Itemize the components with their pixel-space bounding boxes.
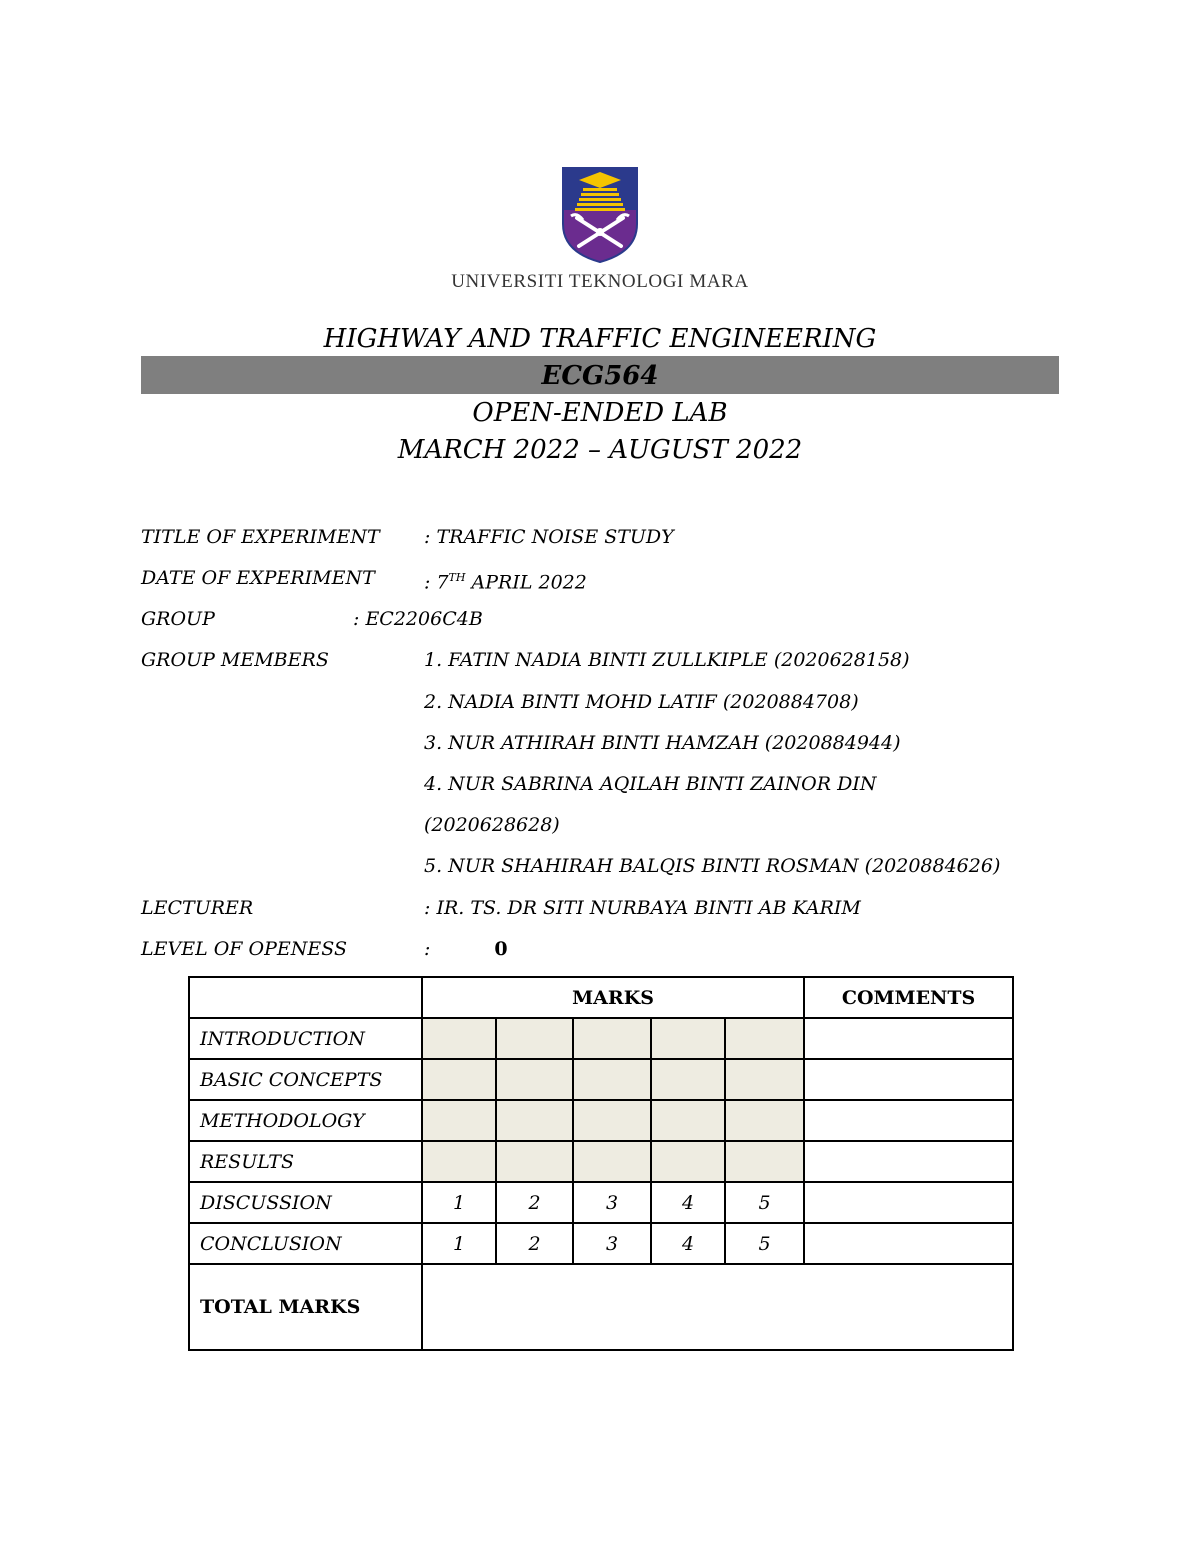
mark-cell[interactable] xyxy=(422,1018,496,1059)
score-option-5[interactable]: 5 xyxy=(725,1182,804,1223)
openness-colon: : xyxy=(424,938,431,960)
mark-cell[interactable] xyxy=(573,1018,651,1059)
table-row xyxy=(189,1223,1013,1264)
score-option-1[interactable]: 1 xyxy=(422,1182,496,1223)
comment-cell[interactable] xyxy=(804,1223,1013,1264)
criterion-conclusion: CONCLUSION xyxy=(189,1223,422,1264)
group-label: GROUP xyxy=(141,608,215,630)
group-member-5: 5. NUR SHAHIRAH BALQIS BINTI ROSMAN (2020884626) xyxy=(424,855,1001,877)
title-of-experiment-row xyxy=(141,521,1061,553)
group-member-row xyxy=(141,686,1061,718)
total-marks-row xyxy=(189,1264,1013,1350)
lab-type: OPEN-ENDED LAB xyxy=(472,398,728,428)
group-member-row xyxy=(141,809,1061,841)
score-option-3[interactable]: 3 xyxy=(573,1223,651,1264)
mark-cell[interactable] xyxy=(725,1059,804,1100)
mark-cell[interactable] xyxy=(651,1059,725,1100)
score-option-5[interactable]: 5 xyxy=(725,1223,804,1264)
date-day: : 7 xyxy=(424,571,449,594)
mark-cell[interactable] xyxy=(422,1141,496,1182)
score-option-4[interactable]: 4 xyxy=(651,1223,725,1264)
course-code: ECG564 xyxy=(541,361,659,391)
mark-cell[interactable] xyxy=(496,1141,573,1182)
mark-cell[interactable] xyxy=(573,1141,651,1182)
score-option-2[interactable]: 2 xyxy=(496,1223,573,1264)
score-option-3[interactable]: 3 xyxy=(573,1182,651,1223)
level-of-openness-label: LEVEL OF OPENESS xyxy=(141,938,347,960)
comment-cell[interactable] xyxy=(804,1100,1013,1141)
title-of-experiment-value: : TRAFFIC NOISE STUDY xyxy=(424,526,674,548)
session-period: MARCH 2022 – AUGUST 2022 xyxy=(397,435,803,465)
table-row xyxy=(189,1182,1013,1223)
mark-cell[interactable] xyxy=(725,1100,804,1141)
table-row xyxy=(189,1018,1013,1059)
date-ordinal: TH xyxy=(448,571,466,584)
group-member-4-id: (2020628628) xyxy=(424,814,560,836)
mark-cell[interactable] xyxy=(651,1100,725,1141)
level-of-openness-row xyxy=(141,933,1061,965)
criterion-introduction: INTRODUCTION xyxy=(189,1018,422,1059)
comment-cell[interactable] xyxy=(804,1018,1013,1059)
total-marks-value-cell[interactable] xyxy=(422,1264,1013,1350)
mark-cell[interactable] xyxy=(725,1141,804,1182)
mark-cell[interactable] xyxy=(651,1141,725,1182)
group-members-row xyxy=(141,644,1061,676)
level-of-openness-value xyxy=(424,933,508,965)
table-header-blank xyxy=(189,977,422,1018)
group-member-3: 3. NUR ATHIRAH BINTI HAMZAH (2020884944) xyxy=(424,732,901,754)
comment-cell[interactable] xyxy=(804,1059,1013,1100)
mark-cell[interactable] xyxy=(573,1059,651,1100)
marks-header: MARKS xyxy=(422,977,804,1018)
table-row xyxy=(189,1100,1013,1141)
group-member-4: 4. NUR SABRINA AQILAH BINTI ZAINOR DIN xyxy=(424,773,877,795)
date-of-experiment-value xyxy=(424,562,587,598)
group-member-row xyxy=(141,850,1061,882)
table-row xyxy=(189,1141,1013,1182)
score-option-1[interactable]: 1 xyxy=(422,1223,496,1264)
lecturer-value: : IR. TS. DR SITI NURBAYA BINTI AB KARIM xyxy=(424,897,861,919)
score-option-2[interactable]: 2 xyxy=(496,1182,573,1223)
mark-cell[interactable] xyxy=(496,1018,573,1059)
marks-table xyxy=(188,976,1014,1351)
criterion-discussion: DISCUSSION xyxy=(189,1182,422,1223)
comment-cell[interactable] xyxy=(804,1182,1013,1223)
score-option-4[interactable]: 4 xyxy=(651,1182,725,1223)
mark-cell[interactable] xyxy=(651,1018,725,1059)
group-value: : EC2206C4B xyxy=(353,608,483,630)
university-name: UNIVERSITI TEKNOLOGI MARA xyxy=(451,271,749,292)
course-title: HIGHWAY AND TRAFFIC ENGINEERING xyxy=(323,324,877,354)
group-row xyxy=(141,603,1061,635)
date-of-experiment-row xyxy=(141,562,1061,594)
mark-cell[interactable] xyxy=(725,1018,804,1059)
date-month-year: APRIL 2022 xyxy=(465,571,587,594)
group-member-1: 1. FATIN NADIA BINTI ZULLKIPLE (2020628158) xyxy=(424,649,910,671)
mark-cell[interactable] xyxy=(496,1100,573,1141)
group-member-2: 2. NADIA BINTI MOHD LATIF (2020884708) xyxy=(424,691,859,713)
criterion-methodology: METHODOLOGY xyxy=(189,1100,422,1141)
criterion-results: RESULTS xyxy=(189,1141,422,1182)
comment-cell[interactable] xyxy=(804,1141,1013,1182)
title-of-experiment-label: TITLE OF EXPERIMENT xyxy=(141,526,380,548)
comments-header: COMMENTS xyxy=(804,977,1013,1018)
group-member-row xyxy=(141,768,1061,800)
table-row xyxy=(189,1059,1013,1100)
lecturer-label: LECTURER xyxy=(141,897,254,919)
university-logo-icon xyxy=(559,166,641,264)
total-marks-label: TOTAL MARKS xyxy=(189,1264,422,1350)
date-of-experiment-label: DATE OF EXPERIMENT xyxy=(141,567,375,589)
group-member-row xyxy=(141,727,1061,759)
mark-cell[interactable] xyxy=(573,1100,651,1141)
criterion-basic-concepts: BASIC CONCEPTS xyxy=(189,1059,422,1100)
mark-cell[interactable] xyxy=(422,1059,496,1100)
openness-level: 0 xyxy=(494,938,508,960)
mark-cell[interactable] xyxy=(496,1059,573,1100)
table-header-row xyxy=(189,977,1013,1018)
group-members-label: GROUP MEMBERS xyxy=(141,649,329,671)
mark-cell[interactable] xyxy=(422,1100,496,1141)
lecturer-row xyxy=(141,892,1061,924)
